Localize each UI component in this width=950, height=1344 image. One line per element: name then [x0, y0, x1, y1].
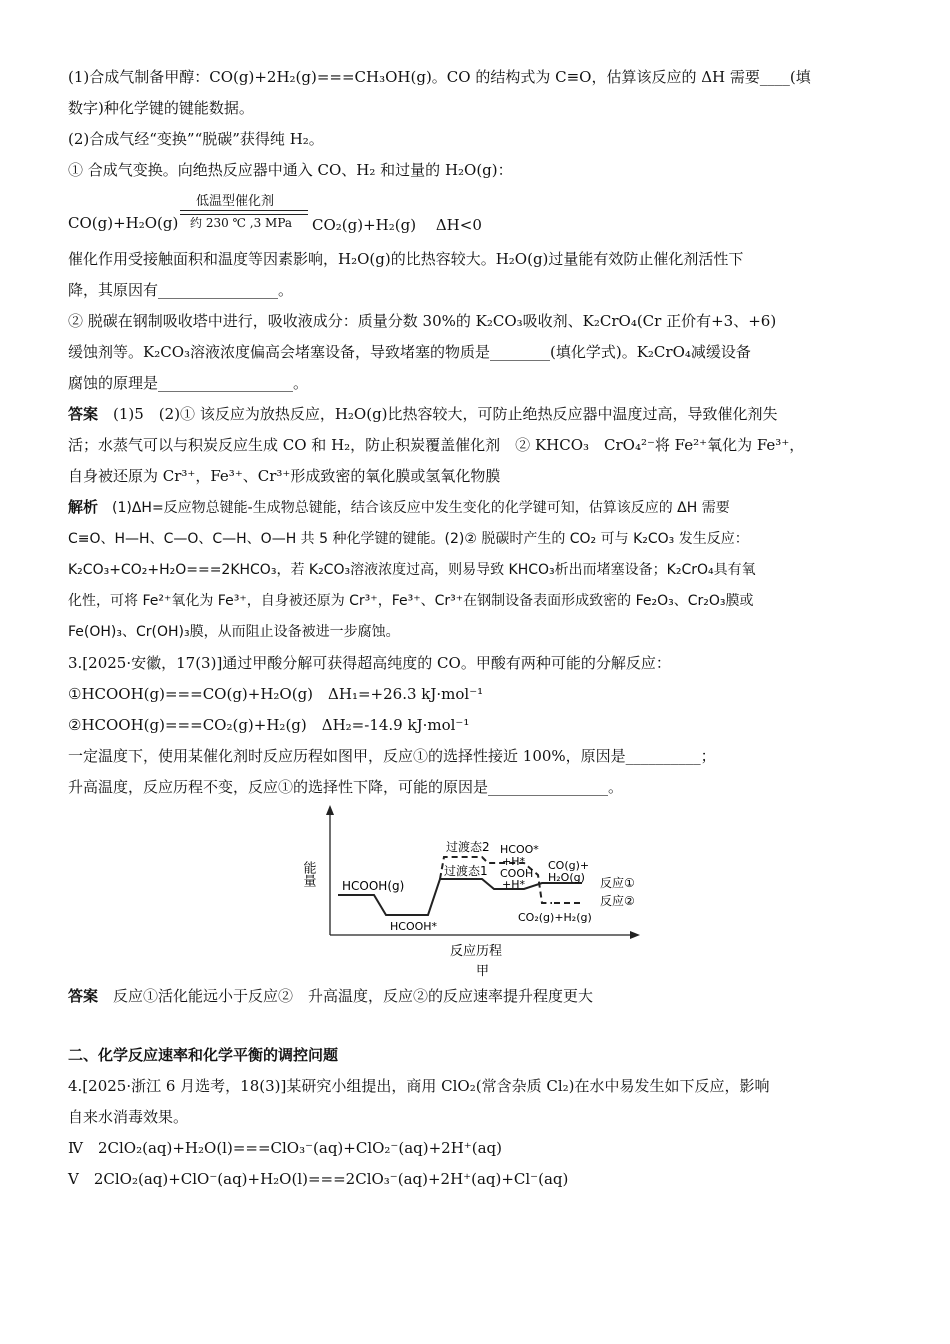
- equation-products: CO₂(g)+H₂(g) ΔH<0: [312, 216, 482, 234]
- ts1-label: 过渡态1: [444, 864, 488, 878]
- co2-h2-label: CO₂(g)+H₂(g): [518, 911, 592, 924]
- condition-label: 约 230 ℃ ,3 MPa: [190, 216, 293, 230]
- ts2-label: 过渡态2: [446, 840, 490, 854]
- hcooh-g-label: HCOOH(g): [342, 879, 405, 893]
- catalyst-text-line2: 降，其原因有________________。: [68, 281, 294, 299]
- hcoo-label: HCOO*: [500, 843, 539, 856]
- analysis-label: 解析: [68, 498, 99, 516]
- y-axis-arrow: [326, 805, 334, 815]
- catalyst-label: 低温型催化剂: [196, 194, 275, 209]
- analysis-block-line3: K₂CO₃+CO₂+H₂O===2KHCO₃，若 K₂CO₃溶液浓度过高，则易导致 KHCO₃析出而堵塞设备；K₂CrO₄具有氧: [68, 562, 756, 578]
- energy-profile-diagram: [68, 803, 884, 981]
- question-4-reaction-v: Ⅴ 2ClO₂(aq)+ClO⁻(aq)+H₂O(l)===2ClO₃⁻(aq)+2H⁺(aq)+Cl⁻(aq): [68, 1170, 569, 1188]
- hcooh-star-label: HCOOH*: [390, 920, 438, 933]
- question-4-line2: 自来水消毒效果。: [68, 1108, 189, 1126]
- x-axis-arrow: [630, 931, 640, 939]
- equation-reactants: CO(g)+H₂O(g): [68, 214, 179, 232]
- document-page: [68, 62, 884, 1195]
- co-h2o-label-2: H₂O(g): [548, 871, 585, 884]
- co-h2o-label-1: CO(g)+: [548, 859, 590, 872]
- analysis-block-line1: [68, 492, 884, 524]
- decarbon-text-line1: ② 脱碳在钢制吸收塔中进行，吸收液成分：质量分数 30%的 K₂CO₃吸收剂、K₂CrO₄(Cr 正价有+3、+6): [68, 312, 777, 330]
- decarbon-text-line2: 缓蚀剂等。K₂CO₃溶液浓度偏高会堵塞设备，导致堵塞的物质是________(填化学式)。K₂CrO₄减缓设备: [68, 343, 751, 361]
- answer-text: (1)5 (2)① 该反应为放热反应，H₂O(g)比热容较大，可防止绝热反应器中温度过高，导致催化剂失: [98, 405, 778, 423]
- question-3-reaction2: ②HCOOH(g)===CO₂(g)+H₂(g) ΔH₂=-14.9 kJ·mol⁻¹: [68, 716, 470, 734]
- catalyst-text-line1: 催化作用受接触面积和温度等因素影响，H₂O(g)的比热容较大。H₂O(g)过量能有效防止催化剂活性下: [68, 250, 744, 268]
- answer-label: 答案: [68, 405, 99, 423]
- x-axis-label: 反应历程: [450, 944, 503, 959]
- cooh-label: COOH: [500, 867, 534, 880]
- y-axis-label: 能量: [300, 861, 316, 887]
- question-3-line5: 升高温度，反应历程不变，反应①的选择性下降，可能的原因是________________。: [68, 778, 624, 796]
- analysis-text: (1)ΔH=反应物总键能-生成物总键能，结合该反应中发生变化的化学键可知，估算该反应的 ΔH 需要: [98, 500, 730, 516]
- decarbon-text-line3: 腐蚀的原理是__________________。: [68, 374, 309, 392]
- shift-reaction-equation: [68, 186, 884, 244]
- question-3-line4: 一定温度下，使用某催化剂时反应历程如图甲，反应①的选择性接近 100%，原因是__________；: [68, 747, 716, 765]
- question-2-part1-line1: (1)合成气制备甲醇：CO(g)+2H₂(g)===CH₃OH(g)。CO 的结构式为 C≡O，估算该反应的 ΔH 需要____(填: [68, 68, 811, 86]
- shift-reaction-intro: ① 合成气变换。向绝热反应器中通入 CO、H₂ 和过量的 H₂O(g)：: [68, 161, 513, 179]
- hcoo-h-label: +H*: [502, 855, 525, 868]
- figure-caption: 甲: [476, 964, 490, 979]
- analysis-block-line4: 化性，可将 Fe²⁺氧化为 Fe³⁺，自身被还原为 Cr³⁺，Fe³⁺、Cr³⁺在钢制设备表面形成致密的 Fe₂O₃、Cr₂O₃膜或: [68, 593, 754, 609]
- answer-block-line1: [68, 399, 884, 430]
- cooh-h-label: +H*: [502, 878, 525, 891]
- question-4-reaction-iv: Ⅳ 2ClO₂(aq)+H₂O(l)===ClO₃⁻(aq)+ClO₂⁻(aq)+2H⁺(aq): [68, 1139, 502, 1157]
- question-3-reaction1: ①HCOOH(g)===CO(g)+H₂O(g) ΔH₁=+26.3 kJ·mol⁻¹: [68, 685, 484, 703]
- answer-block-line3: 自身被还原为 Cr³⁺，Fe³⁺、Cr³⁺形成致密的氧化膜或氢氧化物膜: [68, 467, 501, 485]
- analysis-block-line5: Fe(OH)₃、Cr(OH)₃膜，从而阻止设备被进一步腐蚀。: [68, 624, 400, 640]
- answer-block-line2: 活；水蒸气可以与积炭反应生成 CO 和 H₂，防止积炭覆盖催化剂 ② KHCO₃ CrO₄²⁻将 Fe²⁺氧化为 Fe³⁺，: [68, 436, 805, 454]
- section-2-heading: 二、化学反应速率和化学平衡的调控问题: [68, 1046, 339, 1064]
- question-3-line1: 3.[2025·安徽，17(3)]通过甲酸分解可获得超高纯度的 CO。甲酸有两种可能的分解反应：: [68, 654, 671, 672]
- answer-3-text: 反应①活化能远小于反应② 升高温度，反应②的反应速率提升程度更大: [98, 987, 594, 1005]
- legend-reaction-2: 反应②: [600, 894, 635, 908]
- analysis-block-line2: C≡O、H—H、C—O、C—H、O—H 共 5 种化学键的键能。(2)② 脱碳时产生的 CO₂ 可与 K₂CO₃ 发生反应：: [68, 531, 749, 547]
- energy-profile-figure: [68, 803, 884, 981]
- question-4-line1: 4.[2025·浙江 6 月选考，18(3)]某研究小组提出，商用 ClO₂(常含杂质 Cl₂)在水中易发生如下反应，影响: [68, 1077, 770, 1095]
- answer-3-label: 答案: [68, 987, 99, 1005]
- question-2-part2-line: (2)合成气经“变换”“脱碳”获得纯 H₂。: [68, 130, 324, 148]
- question-2-part1-line2: 数字)种化学键的键能数据。: [68, 99, 254, 117]
- legend-reaction-1: 反应①: [600, 876, 635, 890]
- answer-3-line: [68, 981, 884, 1012]
